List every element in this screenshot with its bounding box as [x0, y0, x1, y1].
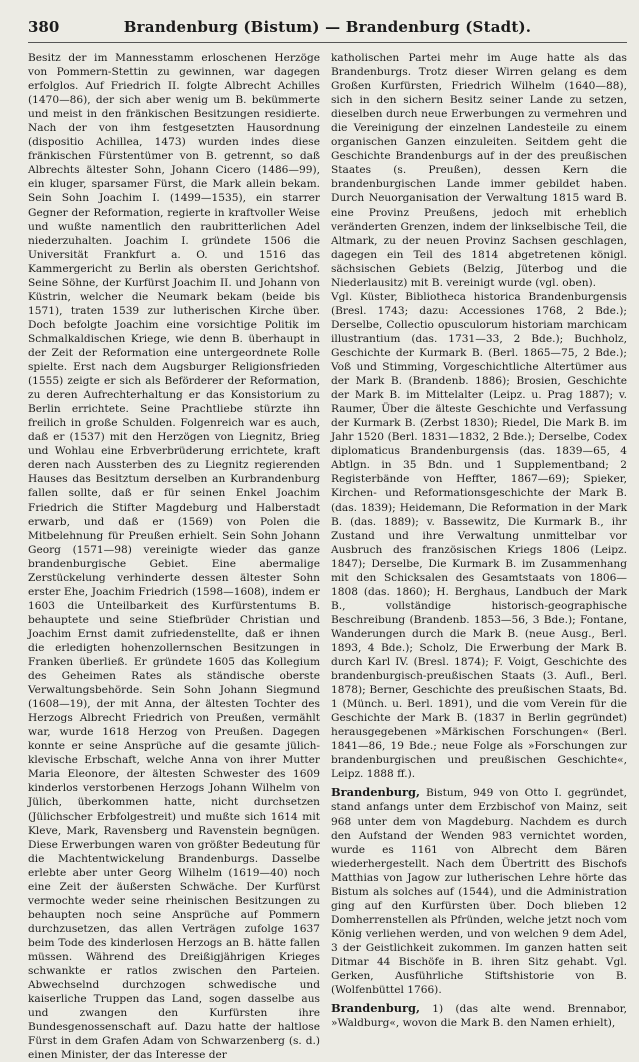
entry-headword: Brandenburg, — [331, 785, 420, 800]
history-paragraph: Besitz der im Mannesstamm erloschenen Herzöge von Pommern-Stettin zu gewinnen, war dagegen erfolglos. Auf Friedrich II. folgte Albrecht Achilles (1470—86), der sich aber wenig um B. bekümmerte und meist in den fränkischen Besitzungen residierte. Nach der von ihm festgesetzten Hausordnung (dispositio Achillea, 1473) wurden indes diese fränkischen Fürstentümer von B. getrennt, so daß Albrechts ältester Sohn, Johann Cicero (1486—99), ein kluger, sparsamer Fürst, die Mark allein bekam. Sein Sohn Joachim I. (1499—1535), ein starrer Gegner der Reformation, regierte in kraftvoller Weise und wußte namentlich den raubritterlichen Adel niederzuhalten. Joachim I. gründete 1506 die Universität Frankfurt a. O. und 1516 das Kammergericht zu Berlin als obersten Gerichtshof. Seine Söhne, der Kurfürst Joachim II. und Johann von Küstrin, welcher die Neumark bekam (beide bis 1571), traten 1539 zur lutherischen Kirche über. Doch befolgte Joachim eine vorsichtige Politik im Schmalkaldischen Kriege, wie denn B. überhaupt in der Zeit der Reformation eine untergeordnete Rolle spielte. Erst nach dem Augsburger Religionsfrieden (1555) zeigte er sich als Beförderer der Reformation, zu deren Aufrechterhaltung er das Konsistorium zu Berlin errichtete. Seine Prachtliebe stürzte ihn freilich in große Schulden. Folgenreich war es auch, daß er (1537) mit den Herzögen von Liegnitz, Brieg und Wohlau eine Erbverbrüderung errichtete, kraft deren nach Aussterben des zu Liegnitz regierenden Hauses das Besitztum derselben an Kurbrandenburg fallen sollte, daß er für seinen Enkel Joachim Friedrich die Stifter Magdeburg und Halberstadt erwarb, und daß er (1569) von Polen die Mitbelehnung für Preußen erhielt. Sein Sohn Johann Georg (1571—98) vereinigte wieder das ganze brandenburgische Gebiet. Eine abermalige Zerstückelung verhinderte dessen ältester Sohn erster Ehe, Joachim Friedrich (1598—1608), indem er 1603 die Unteilbarkeit des Kurfürstentums B. behauptete und seine Stiefbrüder Christian und Joachim Ernst damit zufriedenstellte, daß er ihnen die erledigten hohenzollernschen Besitzungen in Franken überließ. Er gründete 1605 das Kollegium des Geheimen Rates als ständische oberste Verwaltungsbehörde. Sein Sohn Johann Siegmund (1608—19), der mit Anna, der ältesten Tochter des Herzogs Albrecht Friedrich von Preußen, vermählt war, wurde 1618 Herzog von Preußen. Dagegen konnte er seine Ansprüche auf die gesamte jülich-klevische Erbschaft, welche Anna von ihrer Mutter Maria Eleonore, der ältesten Schwester des 1609 kinderlos verstorbenen Herzogs Johann Wilhelm von Jülich, überkommen hatte, nicht durchsetzen (Jülichscher Erbfolgestreit) und mußte sich 1614 mit Kleve, Mark, Ravensberg und Ravenstein begnügen. Diese Erwerbungen waren von größter Bedeutung für die Machtentwickelung Brandenburgs. Dasselbe erlebte aber unter Georg Wilhelm (1619—40) noch eine Zeit der äußersten Schwäche. Der Kurfürst vermochte weder seine rheinischen Besitzungen zu behaupten noch seine Ansprüche auf Pommern durchzusetzen, das allen Verträgen zufolge 1637 beim Tode des kinderlosen Herzogs an B. hätte fallen müssen. Während des Dreißigjährigen Krieges schwankte er ratlos zwischen den Parteien. Abwechselnd durchzogen schwedische und kaiserliche Truppen das Land, sogen dasselbe aus und zwangen den Kurfürsten ihre Bundesgenossenschaft auf. Dazu hatte der haltlose Fürst in dem Grafen Adam von Schwarzenberg (s. d.) einen Minister, der das Interesse der — [28, 52, 320, 1062]
page-header — [28, 14, 627, 43]
left-column — [28, 51, 320, 1062]
page-number: 380 — [28, 18, 60, 36]
bibliography-paragraph: Vgl. Küster, Bibliotheca historica Brandenburgensis (Bresl. 1743; dazu: Accessiones 1768, 2 Bde.); Derselbe, Collectio opusculorum historiam marchicam illustrantium (das. 1731—33, 2 Bde.); Buchholz, Geschichte der Kurmark B. (Berl. 1865—75, 2 Bde.); Voß und Stimming, Vorgeschichtliche Altertümer aus der Mark B. (Brandenb. 1886); Brosien, Geschichte der Mark B. im Mittelalter (Leipz. u. Prag 1887); v. Raumer, Über die älteste Geschichte und Verfassung der Kurmark B. (Zerbst 1830); Riedel, Die Mark B. im Jahr 1520 (Berl. 1831—1832, 2 Bde.); Derselbe, Codex diplomaticus Brandenburgensis (das. 1839—65, 4 Abtlgn. in 35 Bdn. und 1 Supplementband; 2 Registerbände von Heffter, 1867—69); Spieker, Kirchen- und Reformationsgeschichte der Mark B. (das. 1839); Heidemann, Die Reformation in der Mark B. (das. 1889); v. Bassewitz, Die Kurmark B., ihr Zustand und ihre Verwaltung unmittelbar vor Ausbruch des französischen Kriegs 1806 (Leipz. 1847); Derselbe, Die Kurmark B. im Zusammenhang mit den Schicksalen des Gesamtstaats von 1806—1808 (das. 1860); H. Berghaus, Landbuch der Mark B., vollständige historisch-geographische Beschreibung (Brandenb. 1853—56, 3 Bde.); Fontane, Wanderungen durch die Mark B. (neue Ausg., Berl. 1893, 4 Bde.); Scholz, Die Erwerbung der Mark B. durch Karl IV. (Bresl. 1874); F. Voigt, Geschichte des brandenburgisch-preußischen Staats (3. Aufl., Berl. 1878); Berner, Geschichte des preußischen Staats, Bd. 1 (Münch. u. Berl. 1891), und die vom Verein für die Geschichte der Mark B. (1837 in Berlin gegründet) herausgegebenen »Märkischen Forschungen« (Berl. 1841—86, 19 Bde.; neue Folge als »Forschungen zur brandenburgischen und preußischen Geschichte«, Leipz. 1888 ff.). — [331, 290, 627, 781]
running-head: Brandenburg (Bistum) — Brandenburg (Stadt). — [123, 18, 532, 36]
entry-headword: Brandenburg, — [331, 1001, 420, 1016]
entry-text: 1) (das alte wend. Brennabor, »Waldburg«, wovon die Mark B. den Namen erhielt), — [331, 1003, 627, 1030]
text-columns — [28, 51, 627, 1062]
right-column — [331, 51, 627, 1030]
entry-text: Bistum, 949 von Otto I. gegründet, stand anfangs unter dem Erzbischof von Mainz, seit 968 unter dem von Magdeburg. Nachdem es durch den Aufstand der Wenden 983 vernichtet worden, wurde es 1161 von Albrecht dem Bären wiederhergestellt. Nach dem Übertritt des Bischofs Matthias von Jagow zur lutherischen Lehre hörte das Bistum als solches auf (1544), und die Administration ging auf den Kurfürsten über. Doch blieben 12 Domherrenstellen als Pfründen, welche jetzt noch vom König verliehen werden, und von welchen 9 dem Adel, 3 der Geistlichkeit zukommen. Im ganzen hatten seit Ditmar 44 Bischöfe in B. ihren Sitz gehabt. Vgl. Gerken, Ausführliche Stiftshistorie von B. (Wolfenbüttel 1766). — [331, 787, 627, 997]
entry-brandenburg-stadt — [331, 1001, 627, 1030]
history-paragraph-continued: katholischen Partei mehr im Auge hatte als das Brandenburgs. Trotz dieser Wirren gelang es dem Großen Kurfürsten, Friedrich Wilhelm (1640—88), sich in den sichern Besitz seiner Lande zu setzen, dieselben durch neue Erwerbungen zu vermehren und die Vereinigung der einzelnen Landesteile zu einem organischen Ganzen einzuleiten. Seitdem geht die Geschichte Brandenburgs auf in der des preußischen Staates (s. Preußen), dessen Kern die brandenburgischen Lande immer gebildet haben. Durch Neuorganisation der Verwaltung 1815 ward B. eine Provinz Preußens, jedoch mit erheblich veränderten Grenzen, indem der linkselbische Teil, die Altmark, zu der neuen Provinz Sachsen geschlagen, dagegen ein Teil des 1814 abgetretenen königl. sächsischen Gebiets (Belzig, Jüterbog und die Niederlausitz) mit B. vereinigt wurde (vgl. oben). — [331, 52, 627, 289]
entry-brandenburg-bistum — [331, 785, 627, 997]
